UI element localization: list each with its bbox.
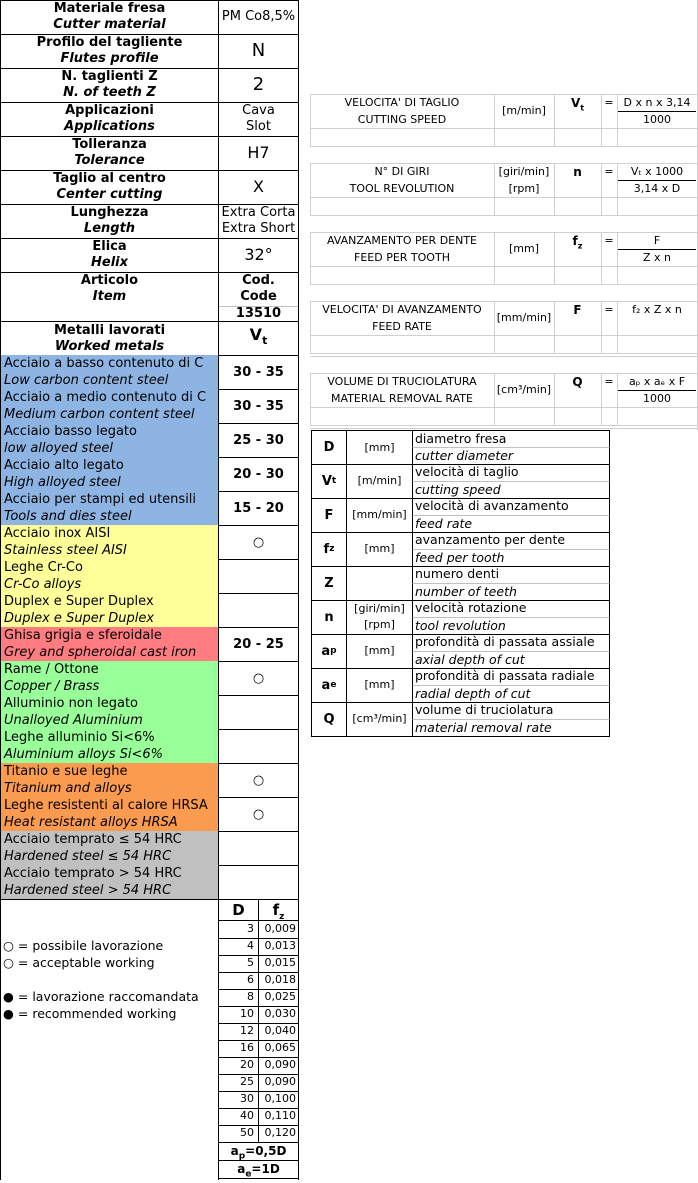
symbol-letter: D — [323, 440, 335, 455]
symbol-unit-cell — [346, 668, 413, 703]
article-code — [218, 306, 299, 322]
fraction-bar — [618, 180, 696, 181]
feed-row-d: 10 — [218, 1006, 259, 1024]
formula-symbol-sub: z — [577, 241, 583, 251]
formula-unit: [mm/min] — [496, 311, 552, 324]
feed-row-fz: 0,100 — [258, 1091, 299, 1109]
metal-vt-value — [218, 593, 299, 628]
metal-row — [0, 491, 219, 526]
symbol-sub: t — [331, 476, 337, 486]
formula-bottom-line — [310, 197, 697, 198]
metal-name-en: Stainless steel AISI — [4, 543, 127, 558]
symbol-unit-cell — [346, 600, 413, 635]
formula-numerator: aₚ x aₑ x F — [628, 375, 686, 388]
symbol-cell — [311, 702, 347, 737]
property-value — [218, 68, 299, 103]
metal-name-it: Leghe Cr-Co — [4, 560, 83, 575]
formula-sep-line — [494, 301, 495, 354]
property-value — [218, 238, 299, 273]
symbols-table — [311, 430, 610, 738]
formula-symbol-letter: Q — [572, 375, 583, 389]
symbol-desc-en: number of teeth — [412, 583, 610, 601]
metal-vt-value: 30 - 35 — [218, 389, 299, 424]
symbol-cell — [311, 566, 347, 601]
metal-vt-value — [218, 559, 299, 594]
feed-header-fz — [258, 900, 299, 921]
symbol-unit: [mm] — [364, 644, 395, 657]
feed-header-f: f — [272, 901, 280, 919]
property-label-it: Tolleranza — [72, 137, 147, 152]
metal-name-en: Copper / Brass — [4, 679, 100, 694]
property-value — [218, 102, 299, 137]
metal-vt-value — [218, 865, 299, 900]
left-table-border — [298, 0, 299, 1180]
metal-name-en: Cr-Co alloys — [4, 577, 82, 592]
symbol-desc-it: velocità di avanzamento — [412, 498, 610, 516]
metal-name-en: Low carbon content steel — [4, 373, 169, 388]
property-value-text-en: Slot — [246, 119, 271, 134]
property-row-teeth — [0, 68, 219, 103]
feed-row-fz: 0,018 — [258, 972, 299, 990]
metal-name-en: Unalloyed Aluminium — [4, 713, 143, 728]
symbol-sub: p — [330, 646, 337, 656]
feed-row-d: 12 — [218, 1023, 259, 1041]
property-value — [218, 170, 299, 205]
formula-line — [310, 428, 697, 429]
property-value-text: 2 — [252, 74, 265, 95]
symbol-unit: [mm/min] — [352, 508, 407, 521]
ap-label: a — [230, 1144, 239, 1158]
property-value-text: Extra Corta — [221, 205, 296, 220]
formula-sep-line — [494, 94, 495, 147]
feed-row-d: 4 — [218, 938, 259, 956]
metal-vt-value: ○ — [218, 763, 299, 798]
metals-header-en: Worked metals — [54, 338, 165, 354]
formula-name-it: VELOCITA' DI TAGLIO — [344, 96, 460, 109]
ap-sub: p — [238, 1151, 246, 1162]
symbol-unit-cell — [346, 464, 413, 499]
property-label-it: Lunghezza — [70, 205, 149, 220]
symbol-desc-en: cutter diameter — [412, 447, 610, 465]
article-spacer — [0, 306, 219, 322]
fraction-bar — [618, 249, 696, 250]
formula-name-en: FEED PER TOOTH — [354, 251, 450, 264]
formula-bottom-line — [310, 266, 697, 267]
article-label — [0, 272, 219, 307]
property-row-profile — [0, 34, 219, 69]
feed-row-d: 30 — [218, 1091, 259, 1109]
symbol-cell — [311, 430, 347, 465]
metal-vt-value: ○ — [218, 525, 299, 560]
property-row-center-cutting — [0, 170, 219, 205]
property-value — [218, 136, 299, 171]
formula-line — [310, 215, 697, 216]
article-label-it: Articolo — [80, 273, 139, 288]
metal-name-it: Alluminio non legato — [4, 696, 139, 711]
property-value-text: Cava — [242, 103, 275, 118]
symbol-unit: [mm] — [364, 542, 395, 555]
symbol-unit: [m/min] — [357, 474, 402, 487]
ae-note — [218, 1160, 299, 1179]
formula-line — [310, 284, 697, 285]
formula-symbol — [554, 234, 601, 250]
metal-name-it: Acciaio alto legato — [4, 458, 124, 473]
vt-subscript: t — [262, 334, 268, 348]
ap-note — [218, 1142, 299, 1161]
article-code-header — [218, 272, 299, 307]
formula-equals: = — [604, 165, 614, 178]
symbol-unit-cell — [346, 430, 413, 465]
metal-row — [0, 559, 219, 594]
metal-name-it: Leghe resistenti al calore HRSA — [4, 798, 208, 813]
fraction-bar — [618, 390, 696, 391]
property-label-en: Tolerance — [74, 153, 145, 168]
formula-symbol — [554, 96, 601, 112]
feed-row-fz: 0,090 — [258, 1057, 299, 1075]
symbol-desc-en: cutting speed — [412, 481, 610, 499]
ap-value: =0,5D — [245, 1144, 287, 1158]
metal-row — [0, 661, 219, 696]
metal-name-en: Duplex e Super Duplex — [4, 611, 155, 626]
feed-row-d: 20 — [218, 1057, 259, 1075]
property-row-helix — [0, 238, 219, 273]
property-label-it: Profilo del tagliente — [36, 35, 183, 50]
metal-row — [0, 627, 219, 662]
formula-bottom-line — [310, 407, 697, 408]
feed-row-fz: 0,090 — [258, 1074, 299, 1092]
symbol-desc-it: numero denti — [412, 566, 610, 584]
feed-header-d: D — [218, 900, 259, 921]
symbol-unit: [mm] — [364, 678, 395, 691]
symbol-unit: [mm] — [364, 440, 395, 454]
property-value-text: N — [251, 40, 266, 61]
metal-name-it: Acciaio inox AISI — [4, 526, 111, 541]
feed-header-sub: z — [279, 912, 285, 922]
symbol-unit-cell — [346, 532, 413, 567]
formula-symbol-letter: F — [573, 303, 582, 317]
property-value-text: 32° — [244, 245, 273, 264]
metal-name-en: Grey and spheroidal cast iron — [4, 645, 197, 660]
formula-name-en: CUTTING SPEED — [357, 113, 447, 126]
formula-sep-line — [494, 232, 495, 285]
metal-name-en: Aluminium alloys Si<6% — [4, 747, 164, 762]
legend-possible-it: ○ = possibile lavorazione — [3, 938, 164, 953]
formula-bottom-line — [310, 335, 697, 336]
metal-row — [0, 525, 219, 560]
formula-name-it: VOLUME DI TRUCIOLATURA — [327, 375, 477, 388]
symbol-unit-cell — [346, 566, 413, 601]
symbol-desc-it: avanzamento per dente — [412, 532, 610, 550]
formula-numerator: Vₜ x 1000 — [630, 165, 684, 178]
symbol-cell — [311, 634, 347, 669]
property-label-en: Helix — [91, 255, 128, 270]
metal-vt-value: 30 - 35 — [218, 355, 299, 390]
formula-symbol — [554, 165, 601, 179]
formula-equals: = — [604, 303, 614, 316]
property-label-en: Length — [83, 221, 136, 236]
metal-name-en: Medium carbon content steel — [4, 407, 195, 422]
property-row-material — [0, 0, 219, 35]
formula-equals: = — [604, 234, 614, 247]
metal-vt-value: 20 - 30 — [218, 457, 299, 492]
symbol-letter: n — [324, 609, 334, 625]
property-value — [218, 0, 299, 35]
metal-name-en: Heat resistant alloys HRSA — [4, 815, 178, 830]
metal-vt-value: 25 - 30 — [218, 423, 299, 458]
symbol-sub: z — [329, 544, 335, 554]
metal-name-en: Hardened steel > 54 HRC — [4, 883, 172, 898]
metal-vt-value — [218, 729, 299, 764]
symbol-unit-cell — [346, 498, 413, 533]
feed-row-d: 16 — [218, 1040, 259, 1058]
feed-row-fz: 0,009 — [258, 921, 299, 939]
metal-vt-value: ○ — [218, 661, 299, 696]
symbol-letter: a — [321, 643, 331, 659]
feed-row-d: 50 — [218, 1125, 259, 1143]
symbol-letter: a — [321, 677, 331, 693]
formula-top-line — [310, 94, 697, 95]
symbol-desc-en: axial depth of cut — [412, 651, 610, 669]
formula-line — [310, 356, 697, 357]
property-value — [218, 204, 299, 239]
symbol-unit: [cm³/min] — [352, 712, 407, 725]
formula-name-it: N° DI GIRI — [374, 165, 430, 178]
metal-vt-value — [218, 831, 299, 866]
feed-row-d: 8 — [218, 989, 259, 1007]
feed-row-fz: 0,015 — [258, 955, 299, 973]
formula-symbol — [554, 375, 601, 389]
metal-row — [0, 389, 219, 424]
formula-bottom-line — [310, 128, 697, 129]
symbol-desc-it: velocità rotazione — [412, 600, 610, 618]
formula-denominator: 1000 — [643, 113, 671, 126]
feed-row-d: 40 — [218, 1108, 259, 1126]
symbol-desc-en: feed per tooth — [412, 549, 610, 567]
vt-header — [218, 321, 299, 356]
code-label-it: Cod. — [242, 273, 275, 288]
metal-row — [0, 729, 219, 764]
property-label-en: Center cutting — [56, 187, 163, 202]
metal-name-it: Rame / Ottone — [4, 662, 99, 677]
symbol-letter: Z — [324, 575, 334, 591]
property-value-text: PM Co8,5% — [221, 9, 296, 24]
formula-top-line — [310, 373, 697, 374]
symbol-cell — [311, 464, 347, 499]
metal-name-it: Ghisa grigia e sferoidale — [4, 628, 162, 643]
formula-unit: [mm] — [508, 242, 539, 255]
property-label-en: N. of teeth Z — [63, 85, 156, 100]
feed-row-fz: 0,120 — [258, 1125, 299, 1143]
formula-name-en: TOOL REVOLUTION — [349, 182, 455, 195]
ae-label: a — [237, 1162, 246, 1176]
formula-equals: = — [604, 375, 614, 388]
metal-row — [0, 355, 219, 390]
legend-possible-en: ○ = acceptable working — [3, 955, 155, 970]
metals-header — [0, 321, 219, 356]
feed-row-d: 25 — [218, 1074, 259, 1092]
feed-row-fz: 0,013 — [258, 938, 299, 956]
property-value-text: H7 — [247, 143, 270, 162]
symbol-desc-it: profondità di passata assiale — [412, 634, 610, 652]
metal-name-en: Hardened steel ≤ 54 HRC — [4, 849, 172, 864]
symbol-letter: F — [324, 507, 334, 523]
property-label-it: Elica — [92, 239, 127, 254]
property-label-it: Applicazioni — [65, 103, 154, 118]
symbol-cell — [311, 498, 347, 533]
ae-sub: e — [245, 1169, 252, 1180]
symbol-desc-it: velocità di taglio — [412, 464, 610, 482]
metal-name-en: Tools and dies steel — [4, 509, 132, 524]
metal-name-it: Leghe alluminio Si<6% — [4, 730, 155, 745]
symbol-letter: f — [323, 541, 330, 557]
vt-symbol: V — [249, 325, 263, 345]
metal-name-en: low alloyed steel — [4, 441, 114, 456]
property-label-it: Materiale fresa — [53, 1, 166, 16]
article-code-value: 13510 — [235, 305, 282, 321]
formula-denominator: Z x n — [642, 251, 671, 264]
metal-name-it: Acciaio per stampi ed utensili — [4, 492, 197, 507]
property-label-en: Applications — [64, 119, 155, 134]
formula-top-line — [310, 301, 697, 302]
property-row-tolerance — [0, 136, 219, 171]
formula-symbol-letter: n — [573, 165, 582, 179]
formula-gap-line — [310, 425, 697, 426]
article-label-en: Item — [92, 289, 127, 304]
formula-top-line — [310, 163, 697, 164]
feed-row-d: 6 — [218, 972, 259, 990]
formula-name-it: VELOCITA' DI AVANZAMENTO — [322, 303, 482, 316]
symbol-unit-en: [rpm] — [364, 618, 395, 631]
legend-recommended-it: ● = lavorazione raccomandata — [3, 989, 199, 1004]
property-row-applications — [0, 102, 219, 137]
formula-equals: = — [604, 96, 614, 109]
property-label-it: Taglio al centro — [53, 171, 166, 186]
feed-row-fz: 0,030 — [258, 1006, 299, 1024]
property-label-en: Cutter material — [53, 17, 166, 32]
metal-vt-value: ○ — [218, 797, 299, 832]
metals-header-it: Metalli lavorati — [53, 322, 166, 338]
formula-symbol-letter: f — [572, 234, 578, 248]
metal-row — [0, 457, 219, 492]
ae-value: =1D — [251, 1162, 280, 1176]
metal-name-it: Duplex e Super Duplex — [4, 594, 154, 609]
formula-denominator: 1000 — [643, 392, 671, 405]
metal-vt-value: 20 - 25 — [218, 627, 299, 662]
property-value-text: X — [253, 177, 264, 196]
metal-name-it: Titanio e sue leghe — [4, 764, 128, 779]
formula-unit: [cm³/min] — [496, 383, 552, 396]
symbol-sub: e — [330, 680, 337, 690]
symbol-desc-en: feed rate — [412, 515, 610, 533]
metal-row — [0, 593, 219, 628]
feed-row-d: 3 — [218, 921, 259, 939]
symbol-cell — [311, 532, 347, 567]
metal-vt-value — [218, 695, 299, 730]
feed-row-fz: 0,040 — [258, 1023, 299, 1041]
symbol-desc-en: tool revolution — [412, 617, 610, 635]
feed-row-fz: 0,110 — [258, 1108, 299, 1126]
symbol-unit-cell — [346, 634, 413, 669]
metal-row — [0, 865, 219, 900]
metal-row — [0, 831, 219, 866]
metal-row — [0, 695, 219, 730]
metal-row — [0, 763, 219, 798]
formula-name-it: AVANZAMENTO PER DENTE — [326, 234, 478, 247]
property-row-length — [0, 204, 219, 239]
feed-row-d: 5 — [218, 955, 259, 973]
formula-denominator: 3,14 x D — [633, 182, 681, 195]
formula-symbol — [554, 303, 601, 317]
symbol-desc-en: radial depth of cut — [412, 685, 610, 703]
legend-recommended-en: ● = recommended working — [3, 1006, 177, 1021]
symbol-letter: Q — [323, 711, 335, 727]
feed-row-fz: 0,065 — [258, 1040, 299, 1058]
formula-numerator: F — [653, 234, 661, 247]
formula-unit: [m/min] — [502, 104, 546, 117]
formula-symbol-sub: t — [580, 103, 585, 113]
symbol-letter: V — [321, 473, 332, 489]
metal-vt-value: 15 - 20 — [218, 491, 299, 526]
feed-row-fz: 0,025 — [258, 989, 299, 1007]
symbol-desc-en: material removal rate — [412, 719, 610, 737]
metal-row — [0, 797, 219, 832]
metal-row — [0, 423, 219, 458]
metal-name-it: Acciaio temprato ≤ 54 HRC — [4, 832, 182, 847]
code-label-en: Code — [240, 289, 277, 304]
metal-name-it: Acciaio a medio contenuto di C — [4, 390, 207, 405]
formula-line — [310, 146, 697, 147]
property-label-en: Flutes profile — [60, 51, 159, 66]
metal-name-en: Titanium and alloys — [4, 781, 132, 796]
property-label-it: N. taglienti Z — [61, 69, 158, 84]
symbol-unit-cell — [346, 702, 413, 737]
metal-name-it: Acciaio basso legato — [4, 424, 137, 439]
formula-numerator: D x n x 3,14 — [623, 96, 691, 109]
formula-gap-line — [310, 353, 697, 354]
metal-name-it: Acciaio a basso contenuto di C — [4, 356, 204, 371]
formula-name-en: FEED RATE — [372, 320, 432, 333]
property-value-text-en: Extra Short — [221, 221, 296, 236]
property-value — [218, 34, 299, 69]
symbol-cell — [311, 668, 347, 703]
fraction-bar — [618, 111, 696, 112]
metal-name-en: High alloyed steel — [4, 475, 121, 490]
symbol-desc-it: profondità di passata radiale — [412, 668, 610, 686]
formula-top-line — [310, 232, 697, 233]
formula-numerator: f₂ x Z x n — [632, 303, 682, 316]
symbol-unit: [giri/min] — [354, 602, 405, 615]
symbol-desc-it: diametro fresa — [412, 430, 610, 448]
formula-unit-en: [rpm] — [508, 182, 540, 195]
formula-unit: [giri/min] — [498, 165, 550, 178]
symbol-cell — [311, 600, 347, 635]
symbol-desc-it: volume di truciolatura — [412, 702, 610, 720]
formula-name-en: MATERIAL REMOVAL RATE — [331, 392, 473, 405]
formula-symbol-letter: V — [570, 96, 581, 110]
formula-sep-line — [494, 373, 495, 426]
metal-name-it: Acciaio temprato > 54 HRC — [4, 866, 182, 881]
